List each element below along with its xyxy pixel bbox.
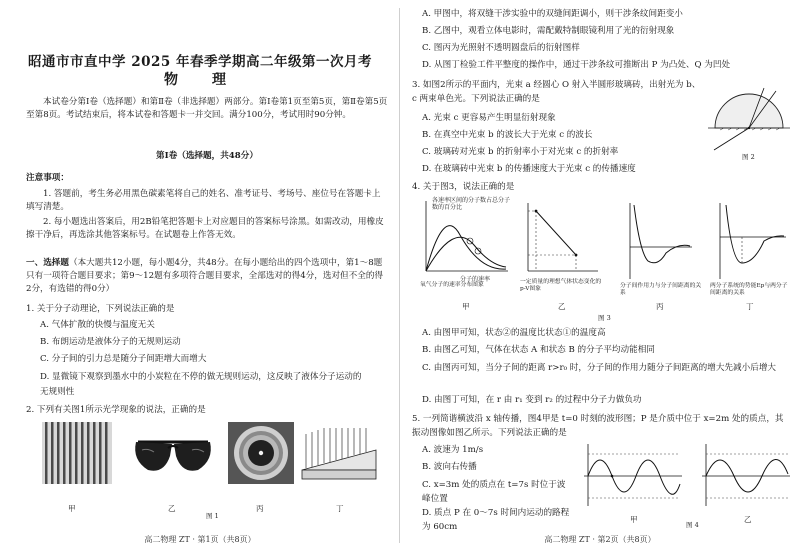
figure-2 bbox=[700, 82, 795, 164]
fig3-label-yi: 乙 bbox=[558, 302, 566, 311]
fig3-bing-desc: 分子间作用力与分子间距离的关系 bbox=[620, 283, 702, 296]
fig1-caption: 图 1 bbox=[206, 512, 219, 520]
q2-option-d: D. 从图丁检验工件平整度的操作中，通过干涉条纹可推断出 P 为凸处、Q 为凹处 bbox=[422, 60, 731, 70]
fig3-jia-title: 各速率区间的分子数占总分子数的百分比 bbox=[432, 197, 511, 211]
fig3-caption: 图 3 bbox=[598, 314, 611, 322]
fig1-label-ding: 丁 bbox=[336, 504, 344, 513]
section1-title: 第Ⅰ卷（选择题，共48分） bbox=[156, 151, 258, 161]
q1-option-b: B. 布朗运动是液体分子的无规则运动 bbox=[40, 337, 181, 347]
q4-option-c: C. 由图丙可知，当分子间的距离 r>r₀ 时，分子间的作用力随分子间距离的增大先减小后增大 bbox=[422, 363, 777, 373]
fig4-label-yi: 乙 bbox=[744, 515, 752, 524]
fig1-glasses-image bbox=[135, 442, 211, 471]
fig3-force-distance bbox=[630, 203, 692, 279]
figure-4-svg bbox=[578, 440, 794, 512]
fig3-label-ding: 丁 bbox=[746, 302, 754, 311]
part1-heading: 一、选择题 bbox=[26, 258, 69, 268]
q2-option-a: A. 甲图中，将双缝干涉实验中的双缝间距调小，则干涉条纹间距变小 bbox=[422, 9, 683, 19]
semicircle-glass bbox=[715, 94, 783, 128]
q1-option-c: C. 分子间的引力总是随分子间距增大而增大 bbox=[40, 354, 207, 364]
q1-option-d: D. 显微镜下观察到墨水中的小炭粒在不停的做无规则运动，这反映了液体分子运动的无规则性 bbox=[40, 372, 362, 397]
q3-option-b: B. 在真空中光束 b 的波长大于光束 c 的波长 bbox=[422, 130, 593, 140]
q4-option-a: A. 由图甲可知，状态②的温度比状态①的温度高 bbox=[422, 328, 606, 338]
figure-3 bbox=[420, 197, 790, 325]
figure-1-svg bbox=[40, 420, 380, 520]
fig2-caption: 图 2 bbox=[742, 153, 755, 161]
exam-title: 昭通市市直中学 2025 年春季学期高二年级第一次月考 bbox=[28, 54, 372, 70]
q4-stem: 4. 关于图3，说法正确的是 bbox=[412, 182, 515, 192]
q5-stem: 5. 一列简谐横波沿 x 轴传播，图4甲是 t=0 时刻的波形图；P 是介质中位于 x=2m 处的质点，其振动图像如图乙所示。下列说法正确的是 bbox=[412, 414, 784, 438]
fig1-label-jia: 甲 bbox=[68, 504, 76, 513]
part1-block bbox=[26, 257, 388, 297]
page-2-footer: 高二物理 ZT · 第2页（共8页） bbox=[544, 535, 656, 544]
q4-option-b: B. 由图乙可知，气体在状态 A 和状态 B 的分子平均动能相同 bbox=[422, 345, 655, 355]
center-o bbox=[748, 127, 750, 129]
fig3-potential-distance bbox=[720, 203, 786, 279]
figure-2-svg bbox=[700, 82, 795, 152]
fig1-label-bing: 丙 bbox=[256, 504, 264, 513]
exam-page-2 bbox=[400, 0, 800, 551]
fig3-pv-diagram bbox=[528, 203, 598, 271]
q1-stem: 1. 关于分子动理论，下列说法正确的是 bbox=[26, 304, 175, 314]
page-1-footer: 高二物理 ZT · 第1页（共8页） bbox=[144, 535, 256, 544]
q2-option-b: B. 乙图中，观看立体电影时，需配戴特制眼镜利用了光的衍射现象 bbox=[422, 26, 675, 36]
fig4-label-jia: 甲 bbox=[630, 515, 638, 524]
fig3-jia-xlabel: 分子的速率 bbox=[460, 276, 491, 283]
fig1-fringes-image bbox=[42, 422, 112, 484]
fig3-yi-desc: 一定质量的理想气体状态变化的p-V图象 bbox=[520, 279, 602, 292]
beam-a bbox=[714, 128, 749, 150]
fig1-label-yi: 乙 bbox=[168, 504, 176, 513]
q5-option-d: D. 质点 P 在 0～7s 时间内运动的路程为 60cm bbox=[422, 508, 570, 532]
note-1: 1. 答题前，考生务必用黑色碳素笔将自己的姓名、准考证号、考场号、座位号在答题卡上填写清楚。 bbox=[26, 189, 381, 213]
fig3-label-bing: 丙 bbox=[656, 302, 664, 311]
fig3-label-jia: 甲 bbox=[462, 302, 470, 311]
subject-title: 物 理 bbox=[164, 72, 236, 88]
q2-stem: 2. 下列有关图1所示光学现象的说法，正确的是 bbox=[26, 405, 206, 415]
fig1-flatness-image bbox=[302, 428, 376, 479]
fig3-ding-desc: 两分子系统的势能Ep与两分子间距离的关系 bbox=[710, 283, 788, 296]
figure-4 bbox=[578, 440, 794, 530]
q5-option-c: C. x=3m 处的质点在 t=7s 时位于波峰位置 bbox=[422, 480, 566, 504]
q3-stem: 3. 如图2所示的平面内，光束 a 经圆心 O 射入半圆形玻璃砖，出射光为 b、c 两束单色光。下列说法正确的是 bbox=[412, 80, 701, 104]
q1-option-a: A. 气体扩散的快慢与温度无关 bbox=[40, 320, 155, 330]
part1-desc: （本大题共12小题，每小题4分，共48分。在每小题给出的四个选项中，第1～8题只有一项符合题目要求；第9～12题有多项符合题目要求，全部选对的得4分，选对但不全的得2分，有选错的得0分） bbox=[26, 258, 384, 295]
figure-1 bbox=[40, 420, 380, 520]
q3-option-a: A. 光束 c 更容易产生明显衍射现象 bbox=[422, 113, 556, 123]
fig3-speed-distribution bbox=[426, 201, 508, 271]
q3-option-d: D. 在玻璃砖中光束 b 的传播速度大于光束 c 的传播速度 bbox=[422, 164, 636, 174]
exam-intro: 本试卷分第Ⅰ卷（选择题）和第Ⅱ卷（非选择题）两部分。第Ⅰ卷第1页至第5页，第Ⅱ卷第5页至第8页。考试结束后，将本试卷和答题卡一并交回。满分100分，考试用时90分钟。 bbox=[26, 97, 388, 121]
fig1-diffraction-image bbox=[228, 422, 294, 484]
fig3-jia-desc: 氧气分子的速率分布图象 bbox=[420, 282, 484, 288]
q3-option-c: C. 玻璃砖对光束 b 的折射率小于对光束 c 的折射率 bbox=[422, 147, 619, 157]
note-2: 2. 每小题选出答案后，用2B铅笔把答题卡上对应题目的答案标号涂黑。如需改动，用橡皮擦干净后，再选涂其他答案标号。在试题卷上作答无效。 bbox=[26, 217, 384, 241]
fig4-caption: 图 4 bbox=[686, 521, 699, 529]
q4-option-d: D. 由图丁可知，在 r 由 r₁ 变到 r₂ 的过程中分子力做负功 bbox=[422, 395, 642, 405]
q5-option-a: A. 波速为 1m/s bbox=[422, 445, 484, 455]
fig4-vibration-graph bbox=[702, 444, 790, 506]
fig4-waveform bbox=[584, 444, 682, 506]
q2-option-c: C. 图丙为光照射不透明圆盘后的衍射图样 bbox=[422, 43, 580, 53]
q5-option-b: B. 波向右传播 bbox=[422, 462, 477, 472]
notes-title: 注意事项： bbox=[26, 173, 69, 183]
